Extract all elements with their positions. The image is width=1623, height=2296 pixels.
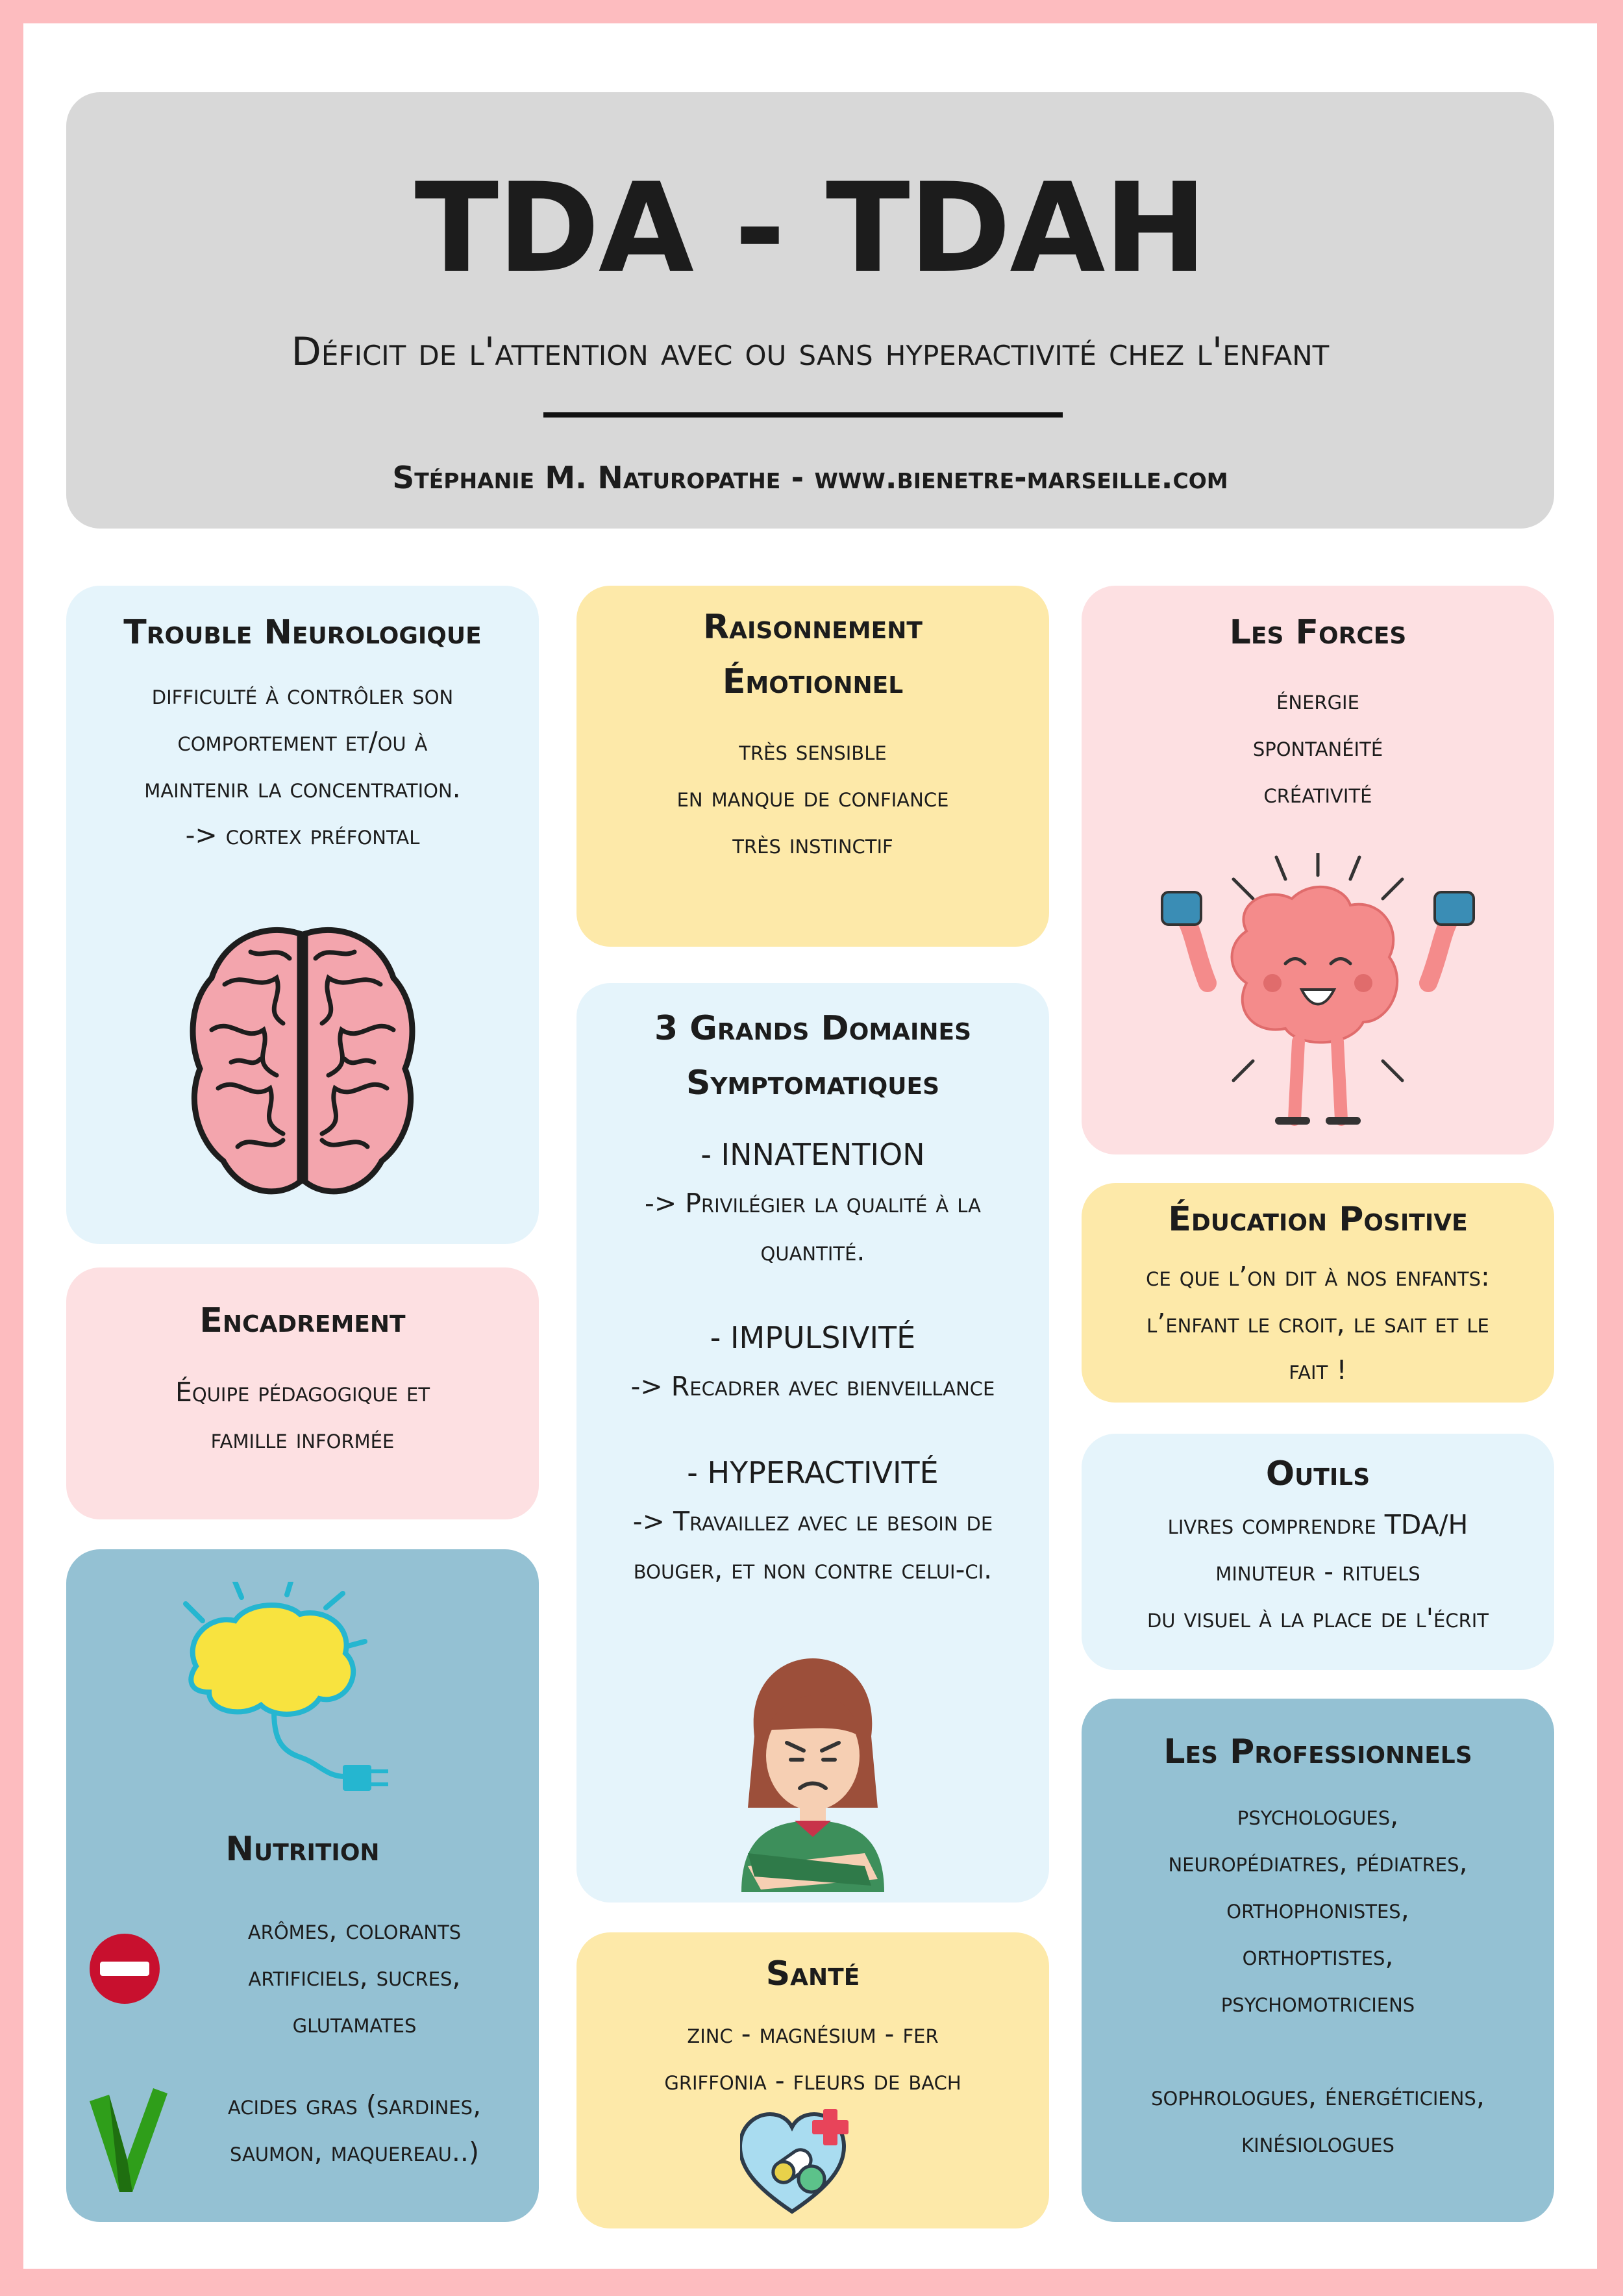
pros-title: Les Professionnels [1163,1732,1472,1771]
outils-card [1082,1434,1554,1670]
encadrement-line: famille informée [210,1423,395,1454]
author-line: Stéphanie M. Naturopathe - www.bienetre-marseille.com [392,460,1228,496]
poster-sheet [23,23,1597,2269]
forces-line: énergie [1276,684,1359,716]
education-line: fait ! [1289,1354,1347,1386]
strong-brain-icon [1156,853,1480,1132]
pros-line: kinésiologues [1241,2127,1394,2158]
nutrition-title: Nutrition [225,1830,380,1869]
encadrement-card [66,1267,539,1519]
header-card [66,92,1554,529]
forces-line: spontanéité [1252,731,1383,762]
pros-line: psychomotriciens [1220,1987,1415,2018]
nutrition-prefer-line: acides gras (sardines, [227,2090,482,2121]
sante-card [576,1932,1049,2228]
nutrition-card [66,1549,539,2222]
pros-line: psychologues, [1237,1800,1399,1831]
education-title: Éducation Positive [1168,1200,1468,1239]
pros-card [1082,1699,1554,2222]
brain-plug-icon [177,1582,404,1796]
outils-line: du visuel à la place de l'écrit [1146,1603,1489,1634]
neuro-line: maintenir la concentration. [144,773,461,804]
symptom-domain-name: - INNATENTION [700,1137,925,1172]
pros-line: neuropédiatres, pédiatres, [1168,1847,1468,1878]
nutrition-avoid-line: artificiels, sucres, [248,1961,461,1992]
emotion-title-line: Émotionnel [722,662,904,701]
emotion-title-line: Raisonnement [703,608,923,647]
encadrement-line: Équipe pédagogique et [175,1377,430,1408]
neuro-line: -> cortex préfontal [185,819,420,851]
emotion-card [576,586,1049,947]
emotion-line: en manque de confiance [676,782,949,813]
symptoms-card [576,983,1049,1903]
symptom-domain-name: - IMPULSIVITÉ [710,1320,916,1355]
checkmark-icon [90,2088,167,2192]
symptom-domain-line: quantité. [760,1236,865,1267]
forces-line: créativité [1263,778,1372,809]
symptoms-title-line: Symptomatiques [686,1064,940,1103]
nutrition-avoid-line: arômes, colorants [247,1914,462,1945]
symptoms-title-line: 3 Grands Domaines [654,1009,972,1048]
sante-line: zinc - magnésium - fer [687,2018,939,2049]
nutrition-prefer-line: saumon, maquereau..) [230,2136,479,2167]
nutrition-avoid-line: glutamates [292,2008,417,2039]
outils-line: livres comprendre TDA/H [1167,1509,1468,1540]
symptom-domain-line: -> Recadrer avec bienveillance [630,1371,995,1402]
education-line: ce que l’on dit à nos enfants: [1146,1261,1490,1292]
outils-title: Outils [1265,1454,1370,1493]
symptom-domain-name: - HYPERACTIVITÉ [687,1455,939,1490]
angry-child-icon [735,1658,891,1892]
header-divider [543,412,1063,418]
nutrition-avoid-row [66,1906,539,2049]
neuro-line: difficulté à contrôler son [151,679,454,710]
sante-title: Santé [765,1954,860,1993]
symptom-domain-line: -> Privilégier la qualité à la [645,1188,981,1219]
neuro-line: comportement et/ou à [177,726,428,757]
forces-title: Les Forces [1229,613,1407,652]
education-line: l’enfant le croit, le sait et le [1146,1308,1489,1339]
heart-medicine-icon [740,2108,857,2218]
pros-line: orthoptistes, [1242,1940,1394,1971]
brain-icon [186,919,419,1205]
symptom-domain-line: -> Travaillez avec le besoin de [632,1506,993,1537]
emotion-line: très instinctif [732,829,893,860]
nutrition-prefer-row [66,2082,539,2186]
encadrement-title: Encadrement [199,1301,406,1340]
pros-line: sophrologues, énergéticiens, [1151,2080,1485,2112]
neuro-title: Trouble Neurologique [123,613,482,652]
sante-line: griffonia - fleurs de bach [664,2065,961,2096]
outils-line: minuteur - rituels [1215,1556,1420,1587]
page-title: TDA - TDAH [414,156,1206,300]
emotion-line: très sensible [739,735,887,766]
neuro-card [66,586,539,1244]
symptom-domain-line: bouger, et non contre celui-ci. [633,1554,993,1585]
education-card [1082,1183,1554,1403]
no-entry-icon [88,1932,161,2005]
forces-card [1082,586,1554,1154]
pros-line: orthophonistes, [1226,1893,1409,1925]
page-subtitle: Déficit de l'attention avec ou sans hyperactivité chez l'enfant [291,329,1330,375]
